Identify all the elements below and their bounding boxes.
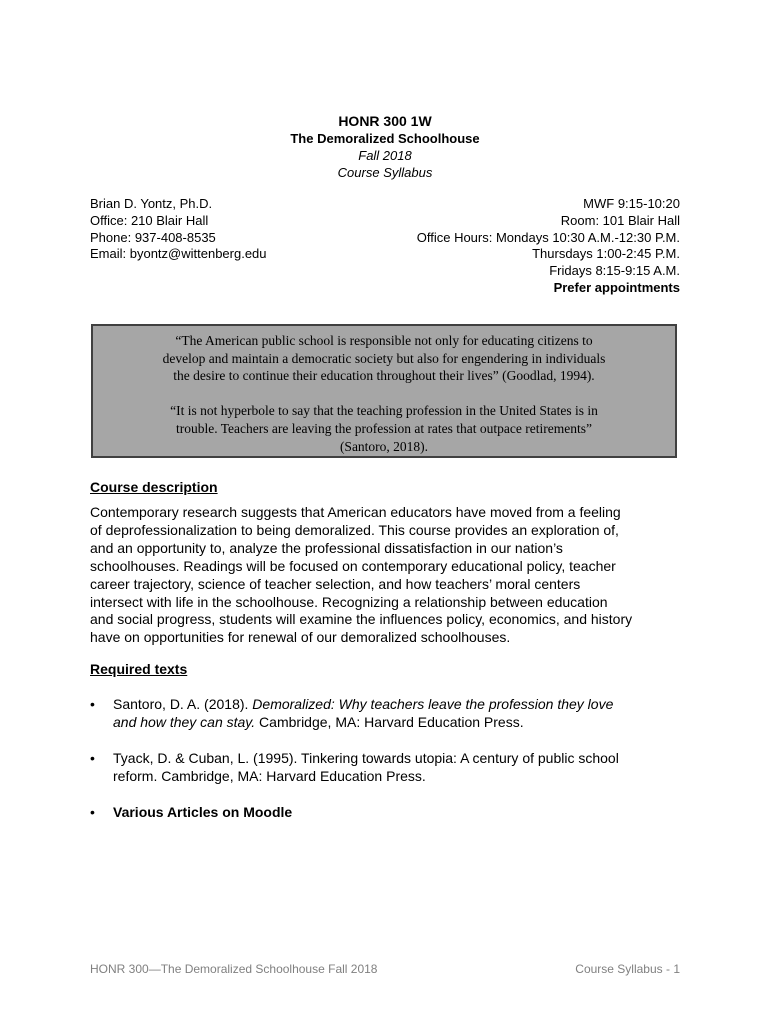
quote-line: trouble. Teachers are leaving the profession at rates that outpace retirements” [175, 420, 592, 436]
course-code: HONR 300 1W [338, 113, 432, 129]
quote-box [91, 324, 677, 458]
footer-page-number: Course Syllabus - 1 [575, 962, 680, 976]
semester: Fall 2018 [358, 148, 412, 163]
office-hours-fridays: Fridays 8:15-9:15 A.M. [549, 263, 680, 279]
description-line: and social progress, students will examine the influences policy, economics, and history [90, 611, 633, 628]
list-item [90, 750, 690, 786]
syllabus-header [90, 112, 680, 181]
footer-course: HONR 300—The Demoralized Schoolhouse Fall 2018 [90, 962, 378, 976]
description-line: intersect with life in the schoolhouse. Recognizing a relationship between education [90, 593, 608, 610]
appointments-note: Prefer appointments [553, 279, 680, 295]
bullet-icon: • [90, 750, 95, 766]
instructor-info [90, 196, 267, 263]
class-time: MWF 9:15-10:20 [583, 196, 680, 211]
quote-line: (Santoro, 2018). [339, 438, 429, 454]
text-authors: Santoro, D. A. (2018). [113, 696, 253, 712]
text-title: Demoralized: Why teachers leave the profession they love [252, 696, 614, 712]
document-type: Course Syllabus [337, 165, 433, 180]
course-description-body [90, 504, 690, 647]
bullet-icon: • [90, 696, 95, 712]
list-item [90, 696, 690, 732]
instructor-office: Office: 210 Blair Hall [90, 212, 209, 228]
bullet-icon: • [90, 804, 95, 820]
quote-line: “It is not hyperbole to say that the teaching profession in the United States is in [170, 403, 598, 419]
quote-line: develop and maintain a democratic society but also for engendering in individuals [162, 350, 606, 366]
quote-line: “The American public school is responsible not only for educating citizens to [175, 333, 593, 348]
instructor-phone: Phone: 937-408-8535 [90, 229, 216, 245]
description-line: have on opportunities for renewal of our demoralized schoolhouses. [90, 629, 511, 646]
instructor-name: Brian D. Yontz, Ph.D. [90, 196, 213, 211]
description-line: schoolhouses. Readings will be focused on contemporary educational policy, teacher [90, 557, 616, 574]
quote-spacer [93, 385, 675, 402]
schedule-info [417, 196, 680, 297]
quote-line: the desire to continue their education throughout their lives” (Goodlad, 1994). [173, 368, 595, 384]
instructor-email: Email: byontz@wittenberg.edu [90, 246, 267, 262]
course-description-heading: Course description [90, 479, 218, 495]
office-hours-mondays: Office Hours: Mondays 10:30 A.M.-12:30 P.M. [416, 229, 680, 245]
moodle-articles: Various Articles on Moodle [113, 804, 293, 820]
description-line: career trajectory, science of teacher selection, and how teachers’ moral centers [90, 575, 581, 592]
text-publisher: Cambridge, MA: Harvard Education Press. [255, 713, 524, 730]
description-line: and an opportunity to, analyze the professional dissatisfaction in our nation’s [90, 539, 563, 556]
list-item [90, 804, 690, 822]
required-texts-heading: Required texts [90, 661, 188, 677]
description-line: of deprofessionalization to being demoralized. This course provides an exploration of, [90, 521, 619, 538]
description-line: Contemporary research suggests that American educators have moved from a feeling [90, 504, 621, 520]
text-citation-line: Tyack, D. & Cuban, L. (1995). Tinkering towards utopia: A century of public school [113, 750, 619, 766]
office-hours-thursdays: Thursdays 1:00-2:45 P.M. [532, 246, 680, 262]
text-citation-line: reform. Cambridge, MA: Harvard Education Press. [113, 767, 426, 784]
course-title: The Demoralized Schoolhouse [290, 131, 480, 146]
class-room: Room: 101 Blair Hall [560, 212, 680, 228]
text-title-continued: and how they can stay. [113, 713, 256, 730]
